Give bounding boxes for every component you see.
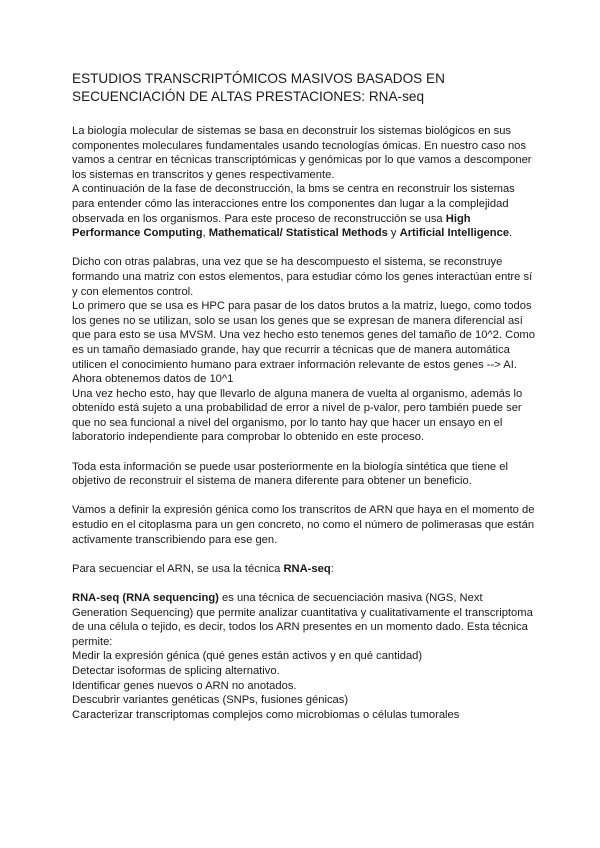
paragraph-rna-seq-definition [72,591,537,649]
paragraph-gene-expression: Vamos a definir la expresión génica como los transcritos de ARN que haya en el momento de estudio en el citoplasma para un gen concreto, no como el número de polimerasas que están activamente transcribiendo para ese gen. [72,504,535,546]
term-statistical-methods: Mathematical/ Statistical Methods [208,227,388,240]
list-item: Identificar genes nuevos o ARN no anotados. [72,679,297,692]
separator: , [202,227,209,240]
list-item: Caracterizar transcriptomas complejos como microbiomas o células tumorales [72,708,460,721]
colon: : [330,562,334,575]
paragraph-sequencing-text: Para secuenciar el ARN, se usa la técnica [72,562,284,575]
term-hpc: High Performance Computing [72,212,471,240]
paragraph-intro: La biología molecular de sistemas se basa en deconstruir los sistemas biológicos en sus componentes moleculares fundamentales usando tecnologías ómicas. En nuestro caso nos vamos a centrar en técnicas transcriptómicas y genómicas por lo que vamos a descomponer los sistemas en transcritos y genes respectivamente. [72,125,532,181]
paragraph-rna-seq-text: es una técnica de secuenciación masiva (NGS, Next Generation Sequencing) que permite analizar cuantitativa y cualitativamente el transcriptoma de una célula o tejido, es decir, todos los ARN presentes en un momento dado. Esta técnica permite: [72,592,533,648]
spacer [72,241,537,256]
paragraph-reconstruction [72,182,537,240]
list-item: Medir la expresión génica (qué genes están activos y en qué cantidad) [72,650,423,663]
spacer [72,547,537,562]
paragraph-sequencing [72,562,537,577]
period: . [509,227,513,240]
paragraph-validation: Una vez hecho esto, hay que llevarlo de alguna manera de vuelta al organismo, además lo obtenido está sujeto a una probabilidad de error a nivel de p-valor, pero también puede ser que no sea funcional a nivel del organismo, por lo tanto hay que hacer un ensayo en el laboratorio independiente para comprobar lo obtenido en este proceso. [72,387,523,444]
paragraph-hpc: Lo primero que se usa es HPC para pasar de los datos brutos a la matriz, luego, como todos los genes no se utilizan, solo se usan los genes que se expresan de manera diferencial así que para esto se usa MVSM. Una vez hecho esto tenemos genes del tamaño de 10^2. Como es un tamaño demasiado grande, hay que recurrir a técnicas que de manera automática utilicen el conocimiento humano para extraer información relevante de estos genes --> AI. Ahora obtenemos datos de 10^1 [72,300,535,386]
list-item: Detectar isoformas de splicing alternativo. [72,664,280,677]
list-item: Descubrir variantes genéticas (SNPs, fusiones génicas) [72,694,349,707]
spacer [72,445,537,460]
term-ai: Artificial Intelligence [399,227,510,240]
term-rna-sequencing: RNA-seq (RNA sequencing) [72,592,219,604]
paragraph-synthetic-biology: Toda esta información se puede usar posteriormente en la biología sintética que tiene el objetivo de reconstruir el sistema de manera diferente para obtener un beneficio. [72,460,508,488]
spacer [72,489,537,504]
conjunction: y [387,227,400,240]
document-title: ESTUDIOS TRANSCRIPTÓMICOS MASIVOS BASADOS EN SECUENCIACIÓN DE ALTAS PRESTACIONES: RNA-seq [72,71,445,104]
paragraph-reconstruction-text: A continuación de la fase de deconstrucción, la bms se centra en reconstruir los sistemas para entender cómo las interacciones entre los componentes dan lugar a la complejidad observada en los organismos. Para este proceso de reconstrucción se usa [72,183,515,225]
spacer [72,576,537,591]
term-rna-seq: RNA-seq [283,562,331,575]
document-body [72,124,537,722]
paragraph-matrix: Dicho con otras palabras, una vez que se ha descompuesto el sistema, se reconstruye formando una matriz con estos elementos, para estudiar cómo los genes interactúan entre sí y con elementos control. [72,256,533,298]
